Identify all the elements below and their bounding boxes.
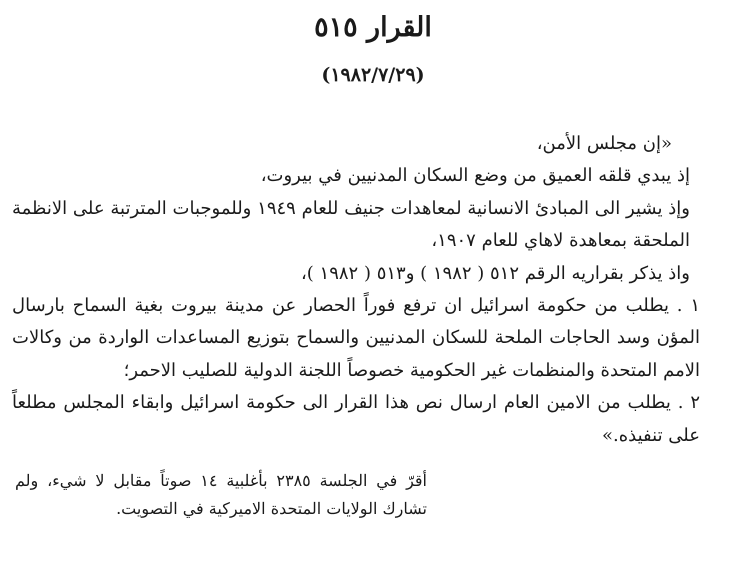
vote-footnote [15, 467, 427, 523]
preamble-concern: إذ يبدي قلقه العميق من وضع السكان المدنيين في بيروت، [260, 165, 690, 187]
resolution-title: القرار ٥١٥ [314, 12, 432, 43]
preamble-recalling: واذ يذكر بقراريه الرقم ٥١٢ ( ١٩٨٢ ) و٥١٣ ( ١٩٨٢ )، [300, 262, 690, 284]
preamble-geneva: وإذ يشير الى المبادئ الانسانية لمعاهدات جنيف للعام ١٩٤٩ وللموجبات المترتبة على الانظمة الملحقة بمعاهدة لاهاي للعام ١٩٠٧، [12, 197, 690, 252]
resolution-date: (١٩٨٢/٧/٢٩) [321, 64, 425, 86]
operative-clause-2: ٢ . يطلب من الامين العام ارسال نص هذا القرار الى حكومة اسرائيل وابقاء المجلس مطلعاً على تنفيذه.» [12, 392, 700, 446]
resolution-body [12, 128, 734, 452]
footnote-text: أقرّ في الجلسة ٢٣٨٥ بأغلبية ١٤ صوتاً مقابل لا شيء، ولم تشارك الولايات المتحدة الاميركية في التصويت. [15, 471, 427, 518]
operative-clause-1: ١ . يطلب من حكومة اسرائيل ان ترفع فوراً الحصار عن مدينة بيروت بغية السماح بارسال المؤن وسد الحاجات الملحة للسكان المدنيين والسماح بتوزيع المساعدات الواردة من وكالات الامم المتحدة والمنظمات غير الحكومية خصوصاً اللجنة الدولية للصليب الاحمر؛ [12, 295, 700, 381]
preamble-opening: «إن مجلس الأمن، [536, 133, 672, 154]
